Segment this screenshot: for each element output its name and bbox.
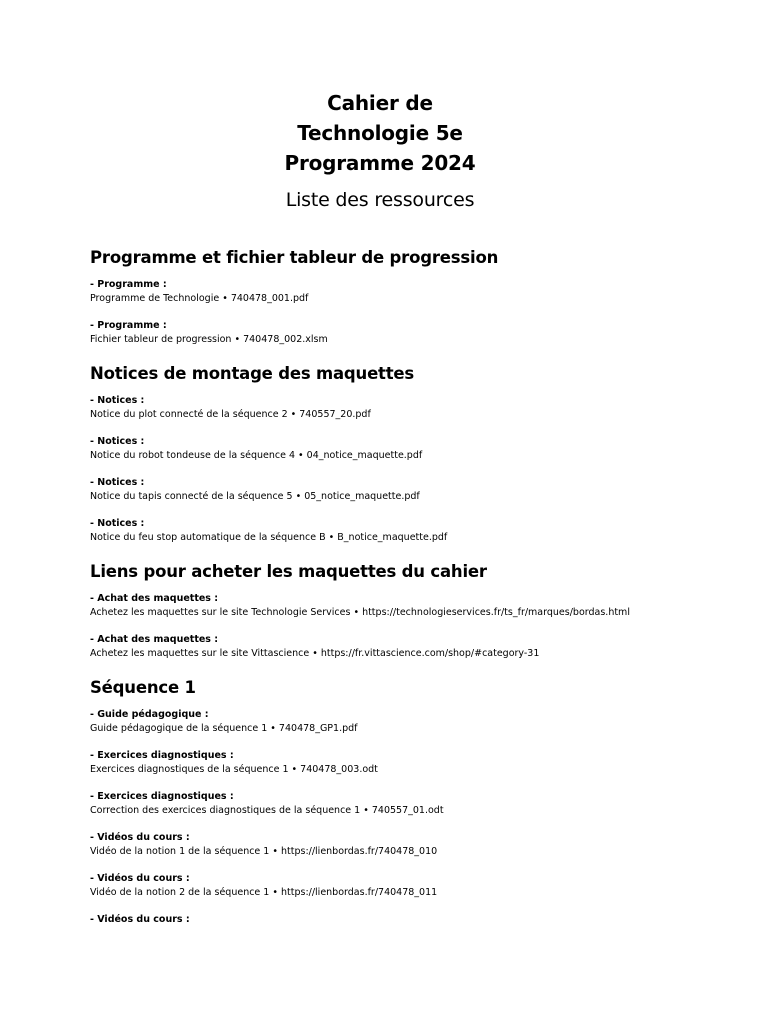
list-item <box>90 790 750 817</box>
title-line-3: Programme 2024 <box>284 151 476 175</box>
entry-text: Notice du feu stop automatique de la séquence B • B_notice_maquette.pdf <box>90 531 448 543</box>
list-item <box>90 476 750 503</box>
section-heading: Programme et fichier tableur de progression <box>90 248 499 267</box>
title-line-2: Technologie 5e <box>297 121 463 145</box>
list-item <box>90 708 750 735</box>
resource-list <box>90 244 750 941</box>
entry-text: Achetez les maquettes sur le site Technologie Services • https://technologieservices.fr/ts_fr/marques/bordas.html <box>90 606 630 618</box>
list-item <box>90 872 750 899</box>
entry-text: Achetez les maquettes sur le site Vittascience • https://fr.vittascience.com/shop/#category-31 <box>90 647 540 659</box>
entry-label: - Notices : <box>90 477 145 488</box>
entry-label: - Programme : <box>90 279 167 290</box>
entry-label: - Exercices diagnostiques : <box>90 750 234 761</box>
entry-label: - Guide pédagogique : <box>90 709 209 720</box>
section-sequence-1 <box>90 674 750 927</box>
list-item <box>90 913 750 927</box>
list-item <box>90 278 750 305</box>
entry-text: Notice du tapis connecté de la séquence 5 • 05_notice_maquette.pdf <box>90 490 420 502</box>
entry-label: - Notices : <box>90 395 145 406</box>
section-programme <box>90 244 750 346</box>
list-item <box>90 633 750 660</box>
title-block <box>0 88 760 215</box>
entry-label: - Achat des maquettes : <box>90 593 219 604</box>
title-line-1: Cahier de <box>327 91 433 115</box>
list-item <box>90 517 750 544</box>
list-item <box>90 831 750 858</box>
entry-text: Correction des exercices diagnostiques de la séquence 1 • 740557_01.odt <box>90 804 444 816</box>
entry-text: Vidéo de la notion 2 de la séquence 1 • https://lienbordas.fr/740478_011 <box>90 886 438 898</box>
entry-text: Programme de Technologie • 740478_001.pdf <box>90 292 309 304</box>
entry-label: - Vidéos du cours : <box>90 832 190 843</box>
entry-text: Notice du plot connecté de la séquence 2 • 740557_20.pdf <box>90 408 371 420</box>
entry-text: Exercices diagnostiques de la séquence 1 • 740478_003.odt <box>90 763 378 775</box>
entry-label: - Exercices diagnostiques : <box>90 791 234 802</box>
entry-label: - Achat des maquettes : <box>90 634 219 645</box>
subtitle: Liste des ressources <box>285 189 475 211</box>
entry-label: - Programme : <box>90 320 167 331</box>
entry-text: Guide pédagogique de la séquence 1 • 740478_GP1.pdf <box>90 722 358 734</box>
list-item <box>90 592 750 619</box>
section-notices <box>90 360 750 544</box>
entry-label: - Vidéos du cours : <box>90 873 190 884</box>
section-heading: Notices de montage des maquettes <box>90 364 415 383</box>
entry-text: Fichier tableur de progression • 740478_002.xlsm <box>90 333 328 345</box>
list-item <box>90 435 750 462</box>
section-heading: Séquence 1 <box>90 678 196 697</box>
list-item <box>90 319 750 346</box>
entry-text: Notice du robot tondeuse de la séquence 4 • 04_notice_maquette.pdf <box>90 449 423 461</box>
entry-label: - Notices : <box>90 436 145 447</box>
section-heading: Liens pour acheter les maquettes du cahier <box>90 562 487 581</box>
entry-text: Vidéo de la notion 1 de la séquence 1 • https://lienbordas.fr/740478_010 <box>90 845 438 857</box>
list-item <box>90 749 750 776</box>
section-achat <box>90 558 750 660</box>
list-item <box>90 394 750 421</box>
entry-label: - Vidéos du cours : <box>90 914 190 925</box>
entry-label: - Notices : <box>90 518 145 529</box>
